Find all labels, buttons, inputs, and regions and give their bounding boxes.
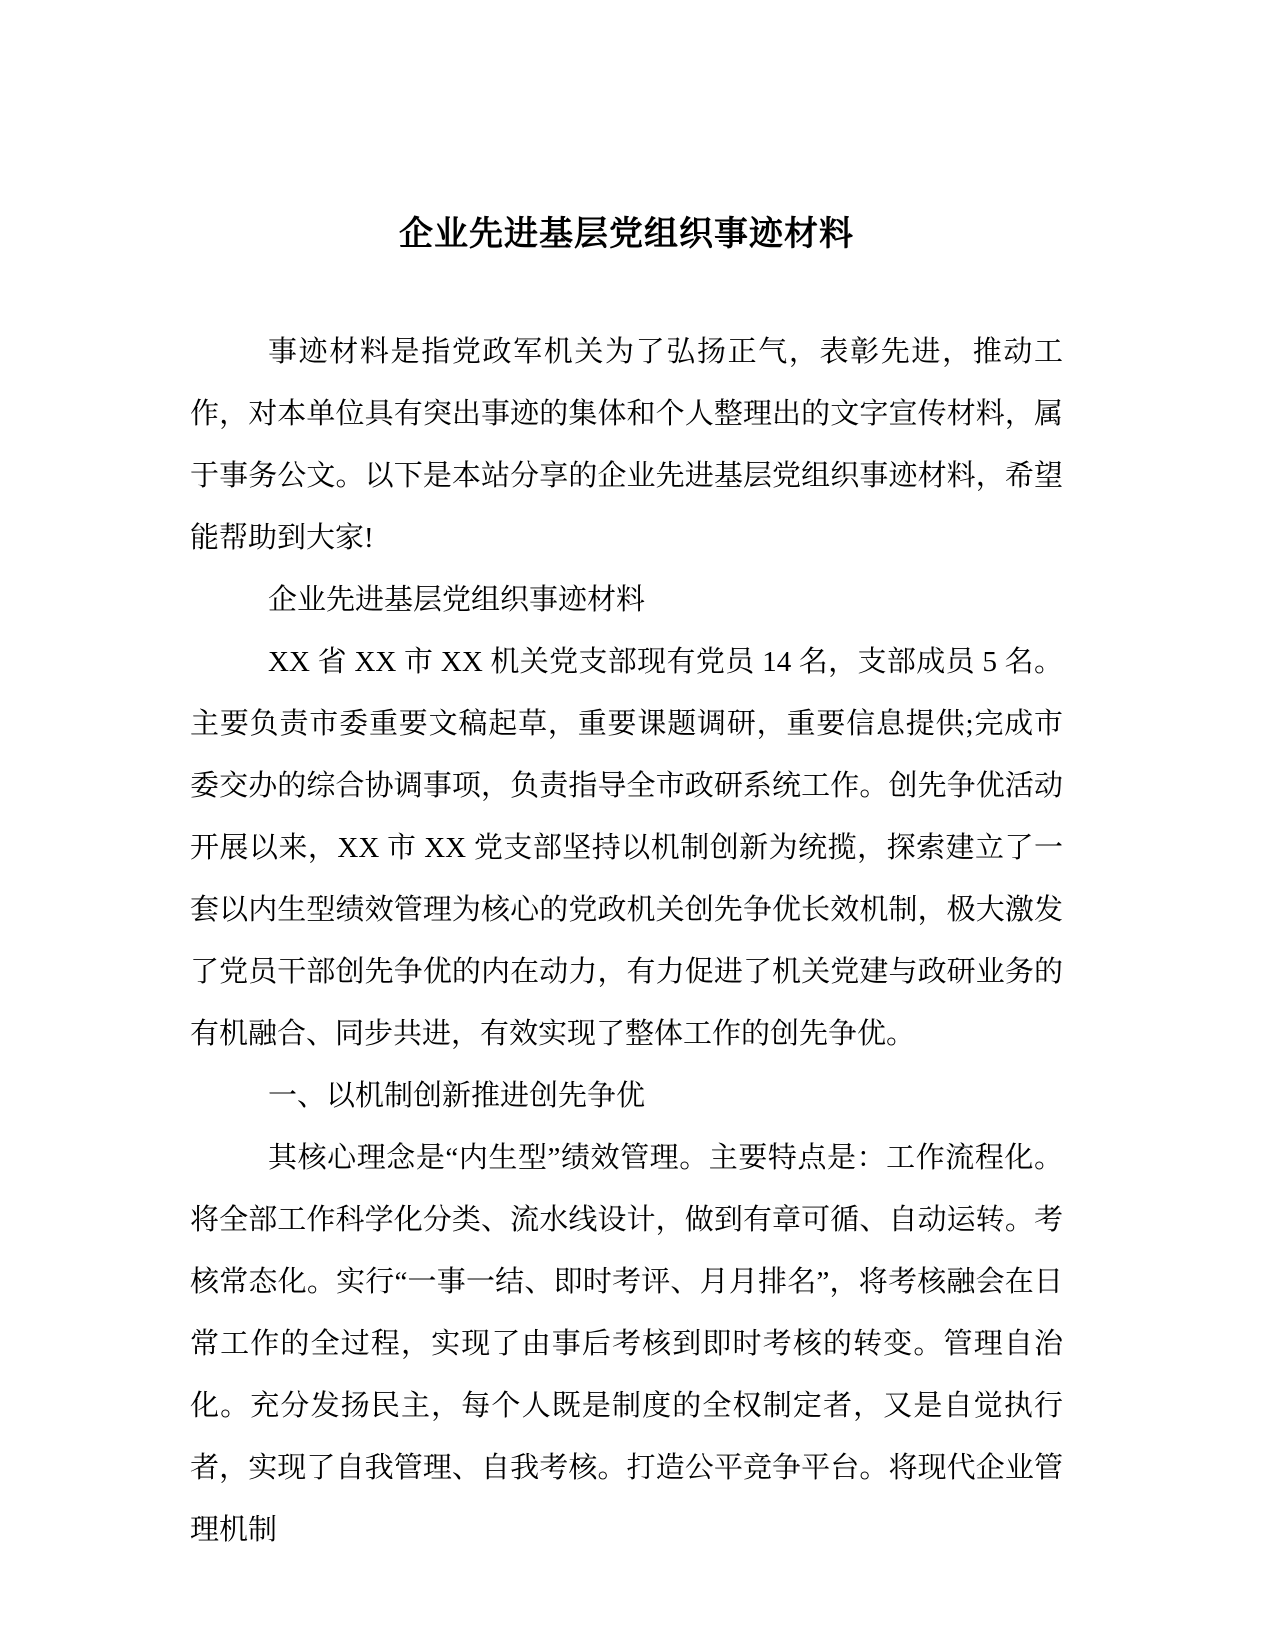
paragraph-mechanism: 其核心理念是“内生型”绩效管理。主要特点是：工作流程化。将全部工作科学化分类、流水线设计，做到有章可循、自动运转。考核常态化。实行“一事一结、即时考评、月月排名”，将考核融会在日常工作的全过程，实现了由事后考核到即时考核的转变。管理自治化。充分发扬民主，每个人既是制度的全权制定者，又是自觉执行者，实现了自我管理、自我考核。打造公平竞争平台。将现代企业管理机制 [190, 1142, 1063, 1546]
paragraph-intro: 事迹材料是指党政军机关为了弘扬正气，表彰先进，推动工作，对本单位具有突出事迹的集体和个人整理出的文字宣传材料，属于事务公文。以下是本站分享的企业先进基层党组织事迹材料，希望能帮助到大家! [190, 336, 1063, 554]
paragraph-overview: XX 省 XX 市 XX 机关党支部现有党员 14 名，支部成员 5 名。主要负责市委重要文稿起草，重要课题调研，重要信息提供;完成市委交办的综合协调事项，负责指导全市政研系统工作。创先争优活动开展以来，XX 市 XX 党支部坚持以机制创新为统揽，探索建立了一套以内生型绩效管理为核心的党政机关创先争优长效机制，极大激发了党员干部创先争优的内在动力，有力促进了机关党建与政研业务的有机融合、同步共进，有效实现了整体工作的创先争优。 [190, 646, 1063, 1050]
subtitle-line: 企业先进基层党组织事迹材料 [268, 584, 646, 616]
section-heading: 一、以机制创新推进创先争优 [268, 1080, 646, 1112]
document-body [190, 321, 1063, 1561]
document-title: 企业先进基层党组织事迹材料 [399, 215, 854, 253]
